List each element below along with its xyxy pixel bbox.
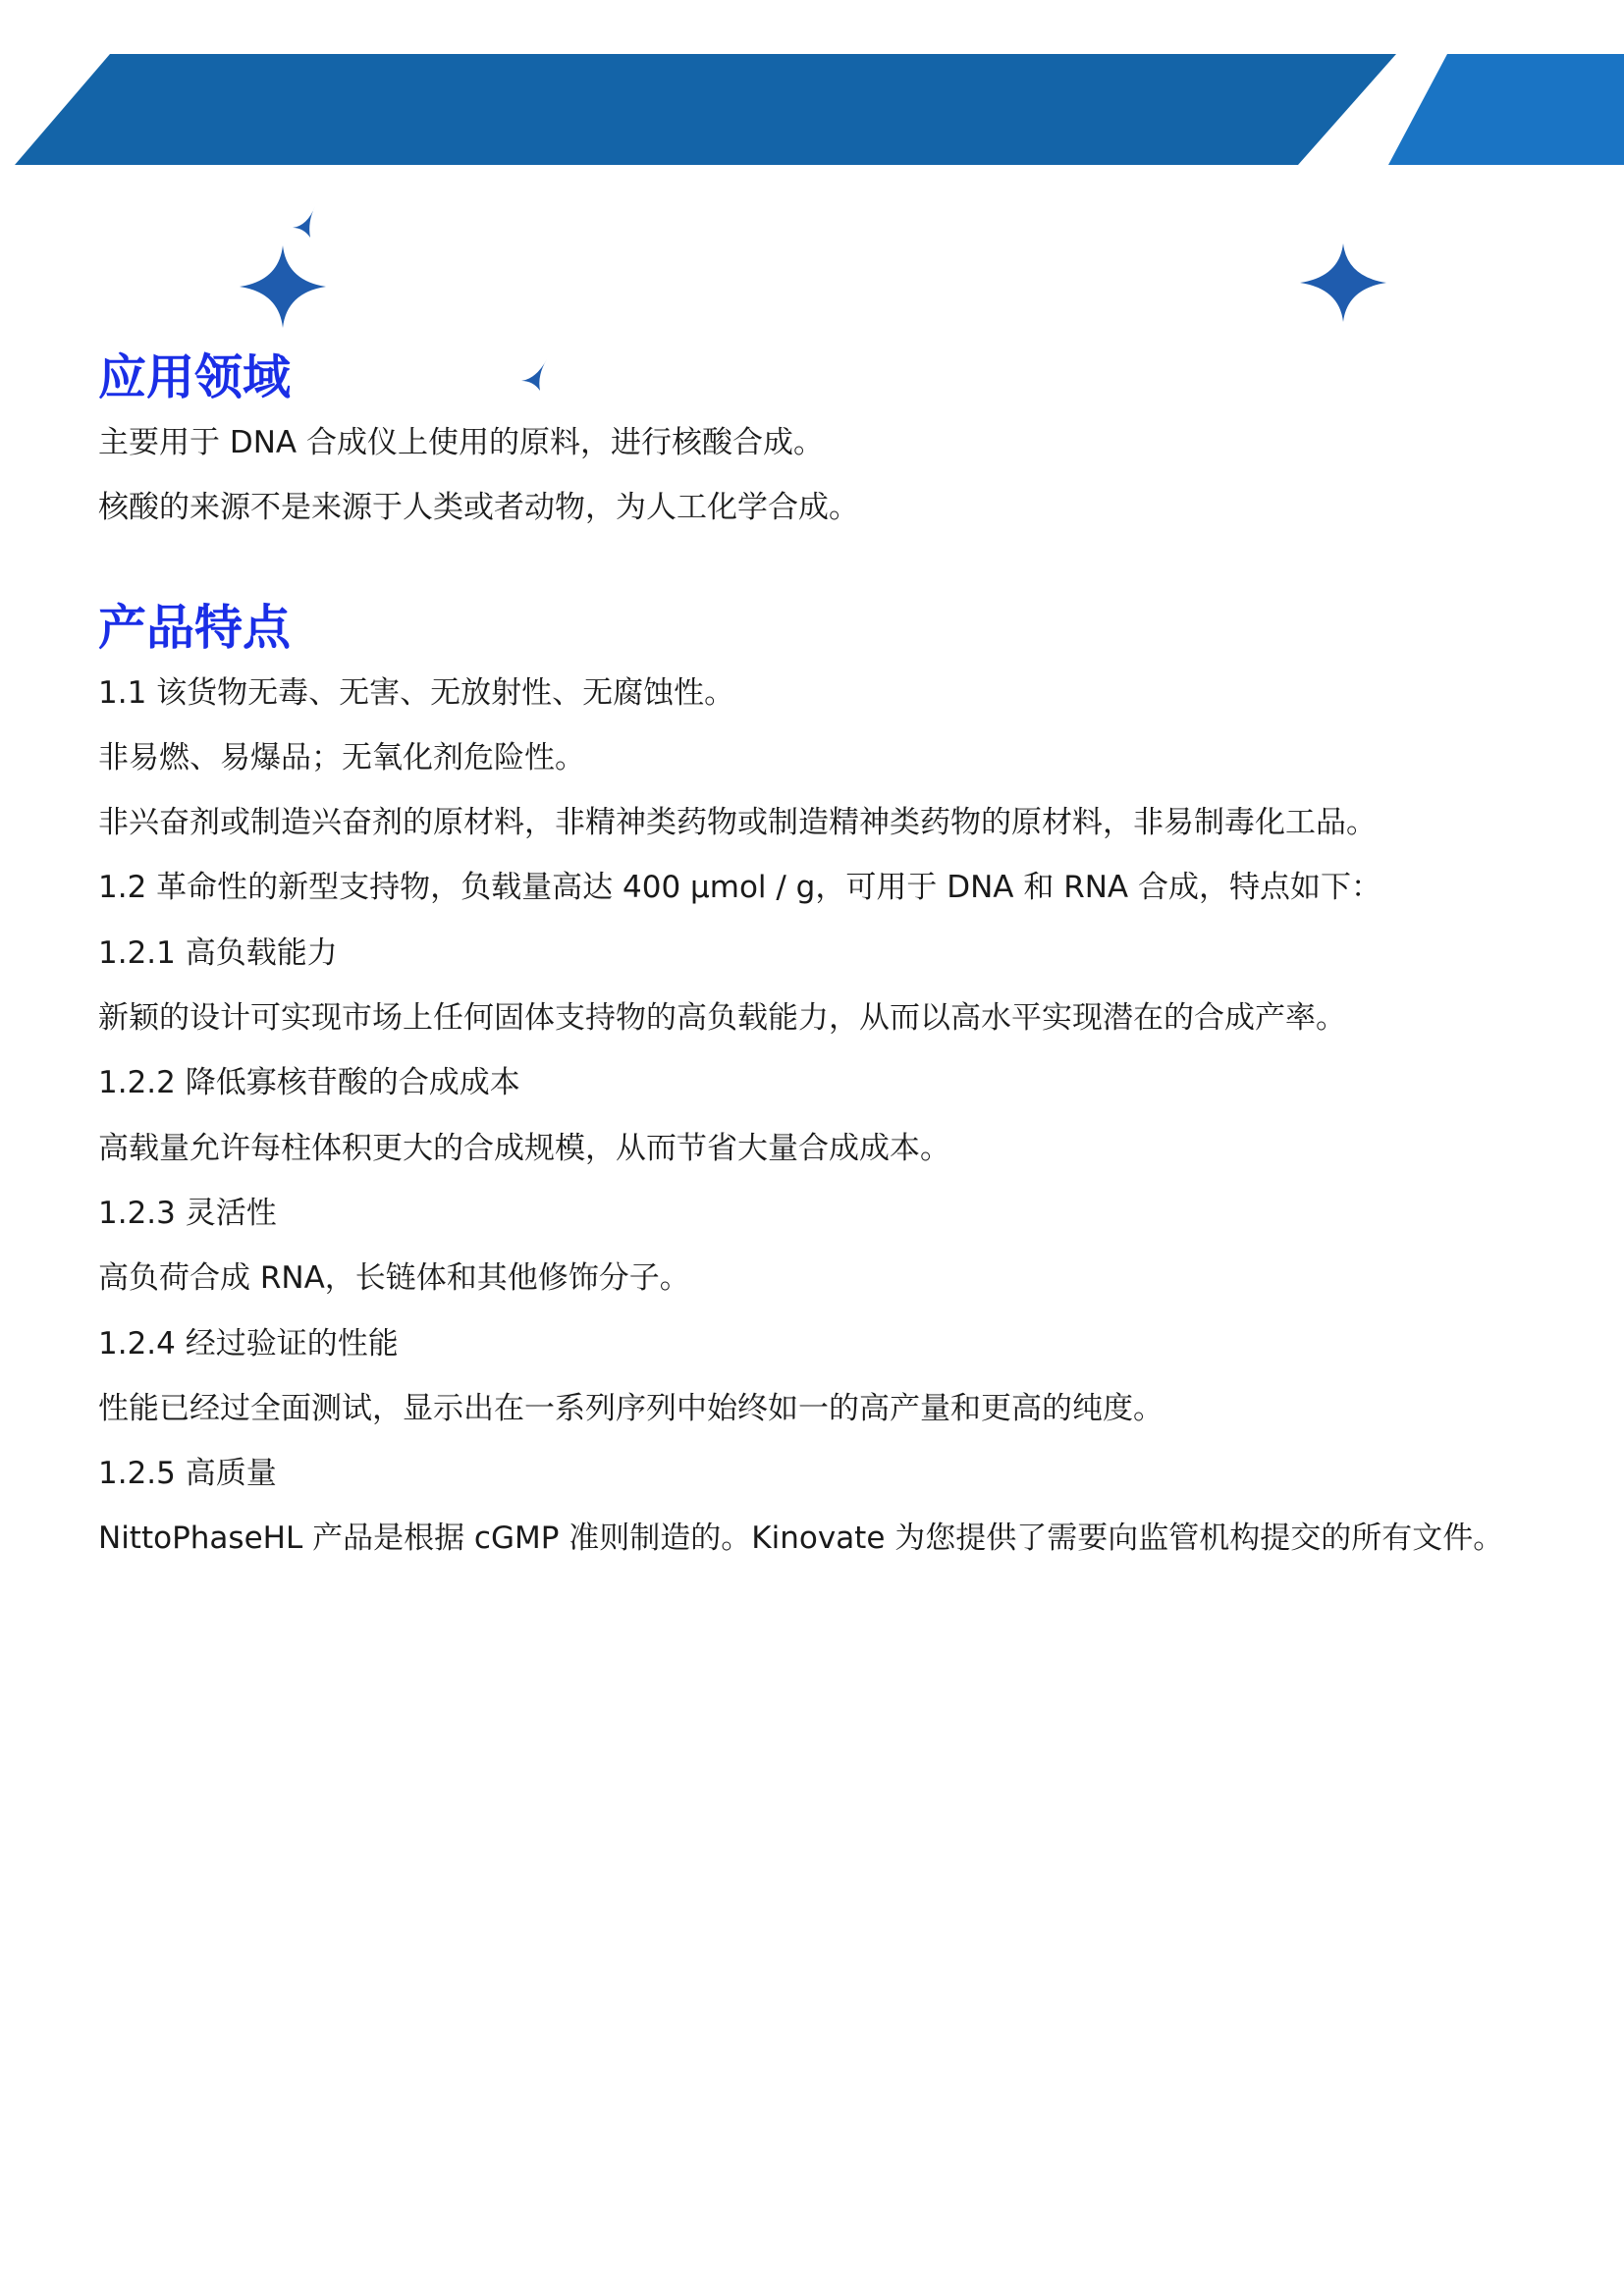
paragraph-line: 性能已经过全面测试，显示出在一系列序列中始终如一的高产量和更高的纯度。 [98,1390,1164,1426]
paragraph-line: 新颖的设计可实现市场上任何固体支持物的高负载能力，从而以高水平实现潜在的合成产率。 [98,1000,1346,1037]
paragraph-line: 1.2 革命性的新型支持物，负载量高达 400 μmol / g，可用于 DNA 和 RNA 合成，特点如下： [98,870,1381,906]
section-title-product-features: 产品特点 [98,599,292,656]
paragraph-gmp-statement: NittoPhaseHL 产品是根据 cGMP 准则制造的。Kinovate 为您提供了需要向监管机构提交的所有文件。 [98,1521,1504,1557]
section-application-fields [98,346,1532,541]
paragraph-line: 主要用于 DNA 合成仪上使用的原料，进行核酸合成。 [98,425,824,460]
subheading-high-quality: 1.2.5 高质量 [98,1456,277,1492]
document-body [98,346,1532,1572]
section-product-features [98,596,1532,1572]
subheading-high-loading: 1.2.1 高负载能力 [98,934,338,971]
star-large-right-icon [1300,243,1386,322]
subheading-flexibility: 1.2.3 灵活性 [98,1195,277,1231]
section-title-application-fields: 应用领域 [98,349,292,405]
paragraph-line: 高负荷合成 RNA，长链体和其他修饰分子。 [98,1260,690,1297]
paragraph-line: 核酸的来源不是来源于人类或者动物，为人工化学合成。 [98,490,859,526]
paragraph-line: 非兴奋剂或制造兴奋剂的原材料，非精神类药物或制造精神类药物的原材料，非易制毒化工品。 [98,805,1377,841]
paragraph-line: 高载量允许每柱体积更大的合成规模，从而节省大量合成成本。 [98,1130,950,1166]
subheading-reduce-cost: 1.2.2 降低寡核苷酸的合成成本 [98,1065,520,1101]
section-spacer [98,541,1532,596]
star-large-left-icon [240,245,326,328]
sparkle-small-top-icon [293,206,315,238]
paragraph-line: 1.1 该货物无毒、无害、无放射性、无腐蚀性。 [98,674,735,711]
subheading-proven-performance: 1.2.4 经过验证的性能 [98,1325,399,1362]
paragraph-line: 非易燃、易爆品；无氧化剂危险性。 [98,739,585,775]
